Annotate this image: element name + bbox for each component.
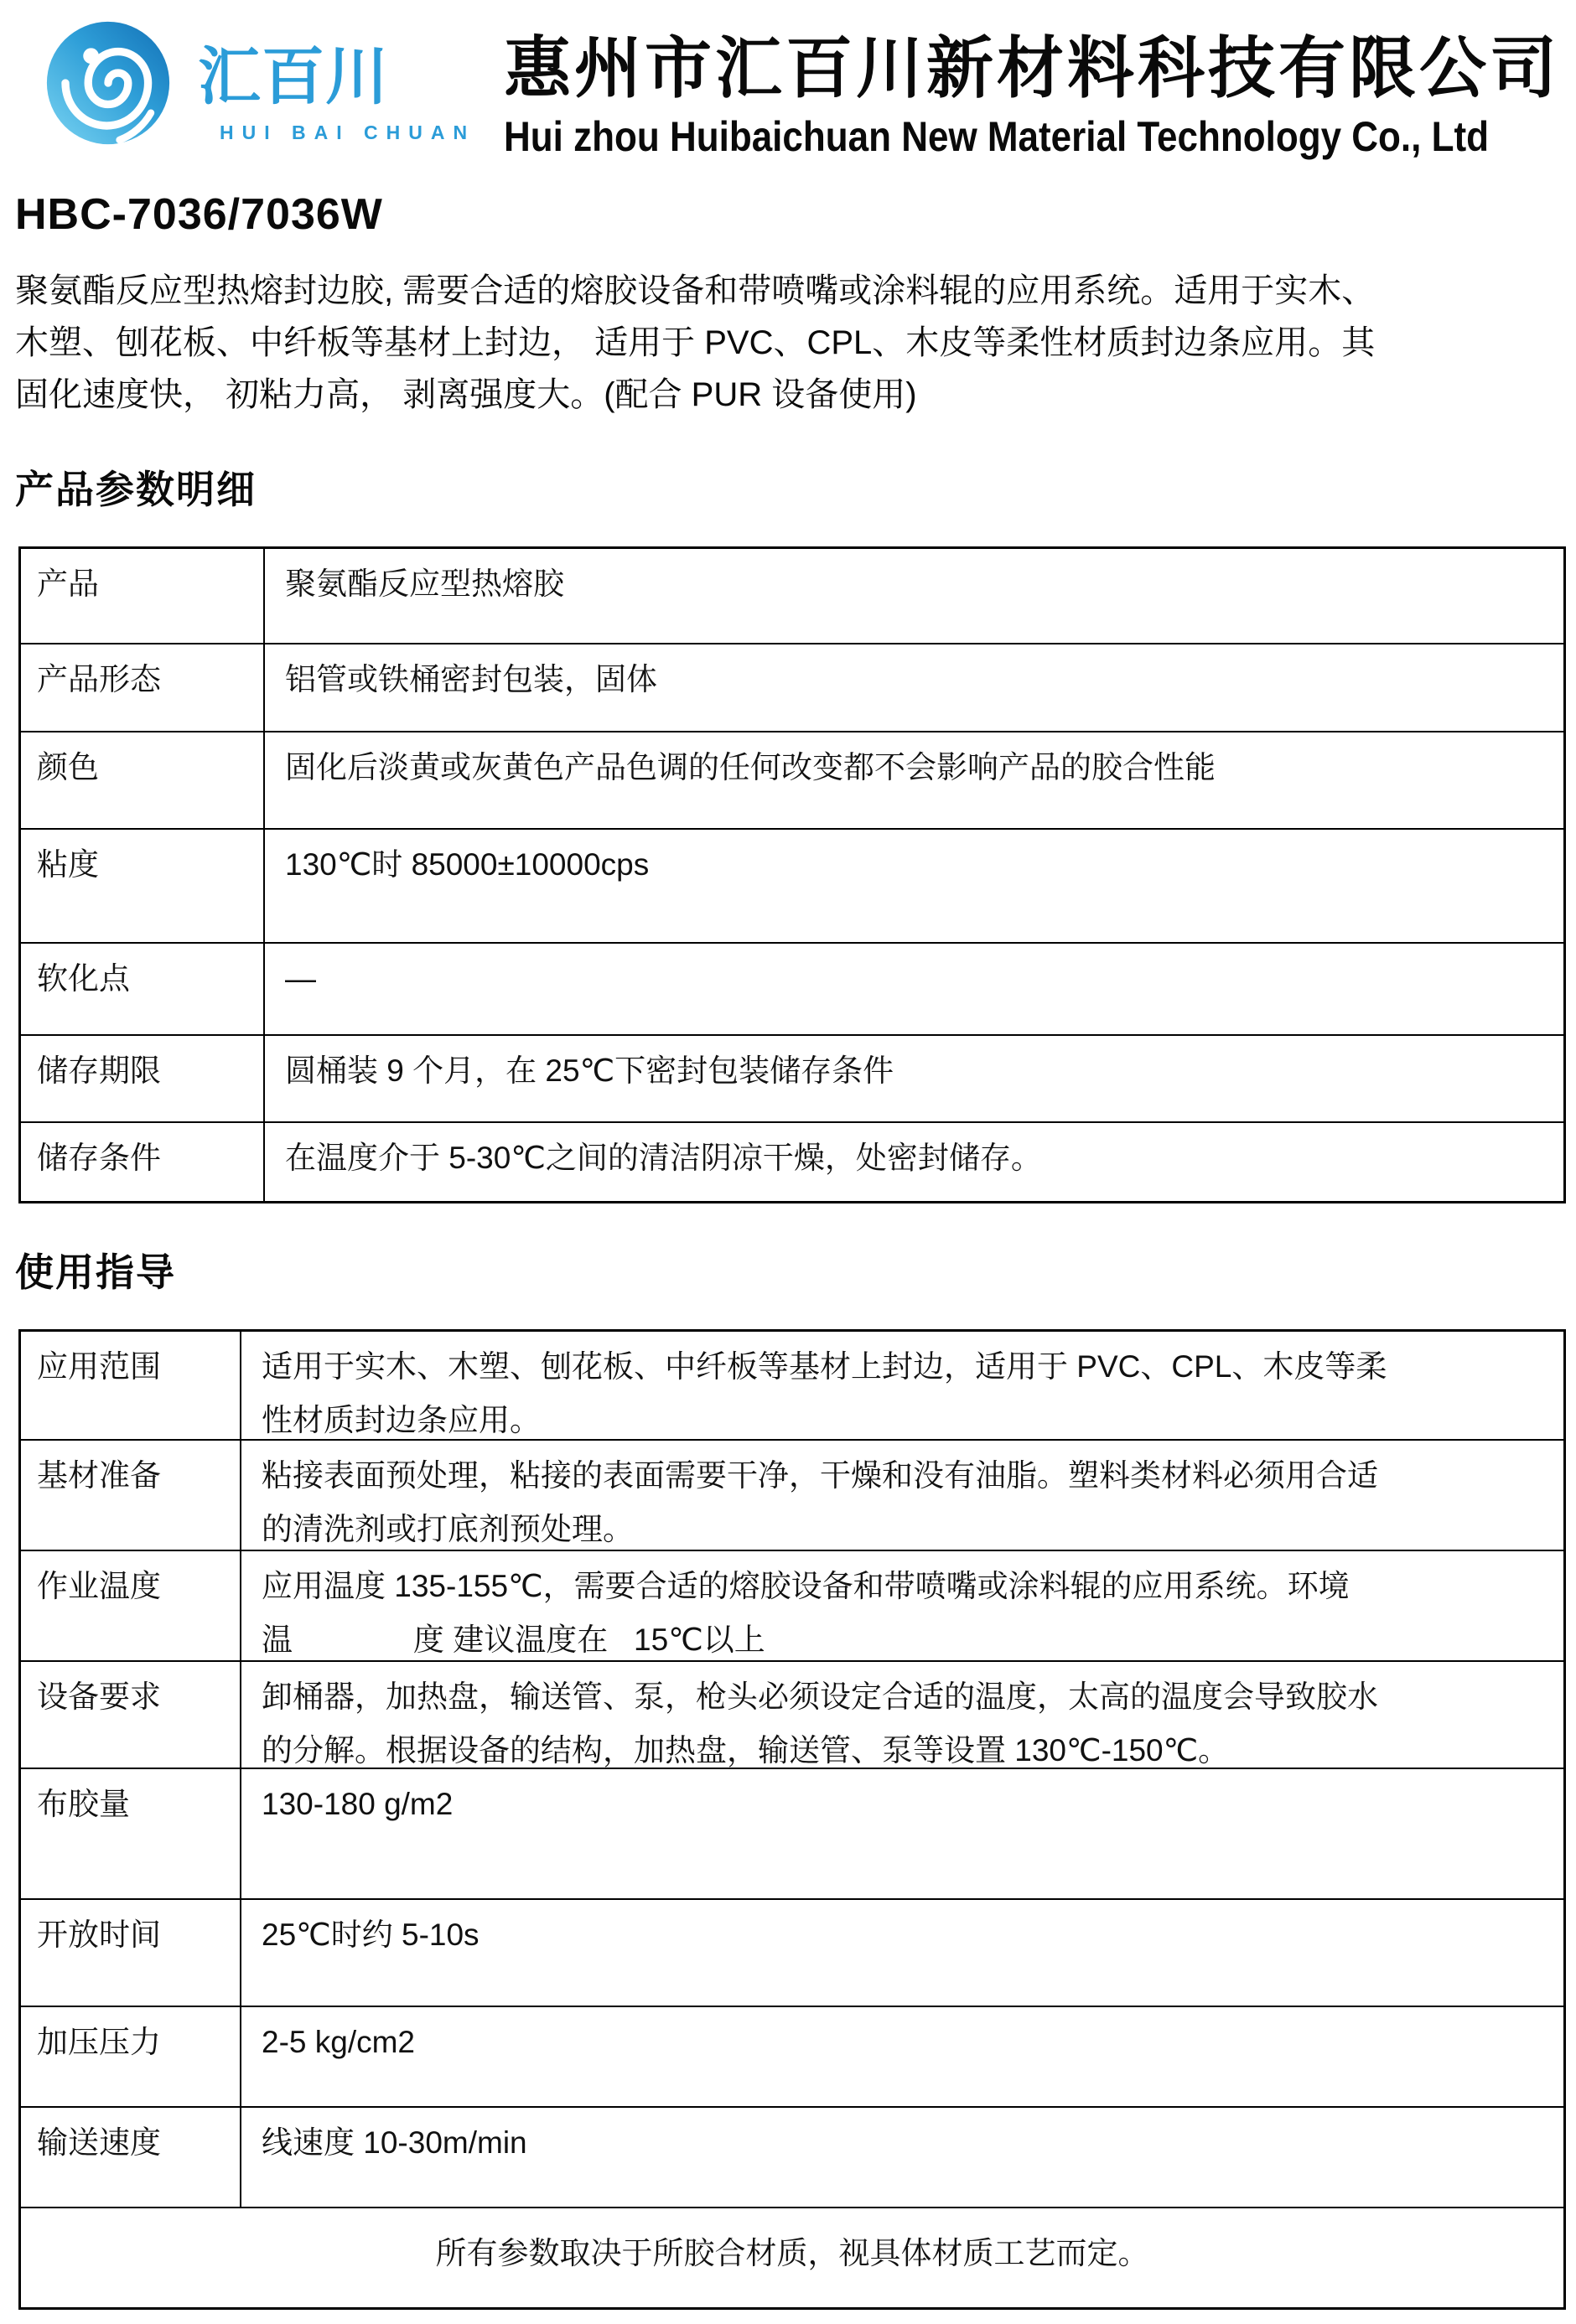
table-row — [21, 1660, 1563, 1768]
table-row — [21, 828, 1563, 942]
row-value: 适用于实木、木塑、刨花板、中纤板等基材上封边，适用于 PVC、CPL、木皮等柔 性材质封边条应用。 — [262, 1349, 1387, 1437]
row-value: 铝管或铁桶密封包装，固体 — [285, 662, 657, 696]
row-label: 储存期限 — [21, 1036, 265, 1121]
row-label: 设备要求 — [21, 1662, 241, 1768]
row-label: 输送速度 — [21, 2108, 241, 2207]
row-label: 颜色 — [21, 732, 265, 828]
row-value: 卸桶器，加热盘，输送管、泵，枪头必须设定合适的温度，太高的温度会导致胶水 的分解。根据设备的结构，加热盘，输送管、泵等设置 130℃-150℃。 — [262, 1680, 1378, 1768]
table-row — [21, 643, 1563, 731]
usage-guide-table — [18, 1329, 1566, 2310]
table-footer-note: 所有参数取决于所胶合材质，视具体材质工艺而定。 — [435, 2236, 1149, 2270]
row-label: 布胶量 — [21, 1769, 241, 1898]
wave-swirl-icon — [37, 12, 179, 154]
company-name-en: Hui zhou Huibaichuan New Material Technology Co., Ltd — [504, 113, 1490, 160]
logo — [37, 12, 475, 154]
section-title-parameters: 产品参数明细 — [15, 468, 257, 511]
company-name-cn: 惠州市汇百川新材料科技有限公司 — [504, 31, 1561, 106]
table-row — [21, 1768, 1563, 1898]
row-value: 应用温度 135-155℃，需要合适的熔胶设备和带喷嘴或涂料辊的应用系统。环境 温 度 建议温度在 15℃以上 — [262, 1569, 1350, 1657]
row-label: 开放时间 — [21, 1900, 241, 2006]
row-value: 2-5 kg/cm2 — [262, 2025, 416, 2059]
product-description — [15, 265, 1559, 421]
row-value: 线速度 10-30m/min — [262, 2125, 527, 2160]
table-row — [21, 2106, 1563, 2207]
table-row — [21, 1898, 1563, 2006]
table-row — [21, 1332, 1563, 1439]
description-line: 聚氨酯反应型热熔封边胶, 需要合适的熔胶设备和带喷嘴或涂料辊的应用系统。适用于实木、 — [15, 272, 1376, 309]
row-value: 固化后淡黄或灰黄色产品色调的任何改变都不会影响产品的胶合性能 — [285, 750, 1216, 784]
header — [0, 0, 1576, 161]
table-row — [21, 1550, 1563, 1660]
row-value: 圆桶装 9 个月，在 25℃下密封包装储存条件 — [285, 1053, 894, 1088]
table-row — [21, 1034, 1563, 1121]
description-line: 固化速度快， 初粘力高， 剥离强度大。(配合 PUR 设备使用) — [15, 376, 917, 413]
row-label: 加压压力 — [21, 2007, 241, 2106]
row-value: 在温度介于 5-30℃之间的清洁阴凉干燥，处密封储存。 — [285, 1141, 1042, 1175]
table-row — [21, 942, 1563, 1034]
company-name-block — [504, 31, 1576, 161]
row-value: 25℃时约 5-10s — [262, 1918, 480, 1952]
brand-name-cn: 汇百川 — [198, 41, 390, 111]
row-value: — — [285, 961, 316, 996]
product-parameters-table — [18, 546, 1566, 1203]
row-label: 产品 — [21, 549, 265, 643]
row-label: 软化点 — [21, 944, 265, 1034]
row-label: 产品形态 — [21, 644, 265, 731]
row-label: 基材准备 — [21, 1441, 241, 1550]
row-value: 聚氨酯反应型热熔胶 — [285, 567, 564, 601]
table-row — [21, 731, 1563, 828]
row-label: 储存条件 — [21, 1123, 265, 1201]
description-line: 木塑、刨花板、中纤板等基材上封边， 适用于 PVC、CPL、木皮等柔性材质封边条应用。其 — [15, 324, 1376, 361]
logo-text — [198, 41, 476, 144]
section-title-usage-guide: 使用指导 — [15, 1250, 176, 1294]
brand-name-en: HUI BAI CHUAN — [220, 122, 476, 143]
row-label: 应用范围 — [21, 1332, 241, 1439]
row-value: 130-180 g/m2 — [262, 1787, 454, 1821]
table-row — [21, 1121, 1563, 1201]
row-label: 作业温度 — [21, 1551, 241, 1660]
table-row — [21, 2006, 1563, 2106]
table-footer-row — [21, 2207, 1563, 2307]
table-row — [21, 1439, 1563, 1550]
table-row — [21, 549, 1563, 643]
row-value: 130℃时 85000±10000cps — [285, 847, 650, 882]
product-code-title: HBC-7036/7036W — [15, 190, 383, 239]
row-value: 粘接表面预处理，粘接的表面需要干净，干燥和没有油脂。塑料类材料必须用合适 的清洗剂或打底剂预处理。 — [262, 1458, 1378, 1546]
row-label: 粘度 — [21, 830, 265, 942]
